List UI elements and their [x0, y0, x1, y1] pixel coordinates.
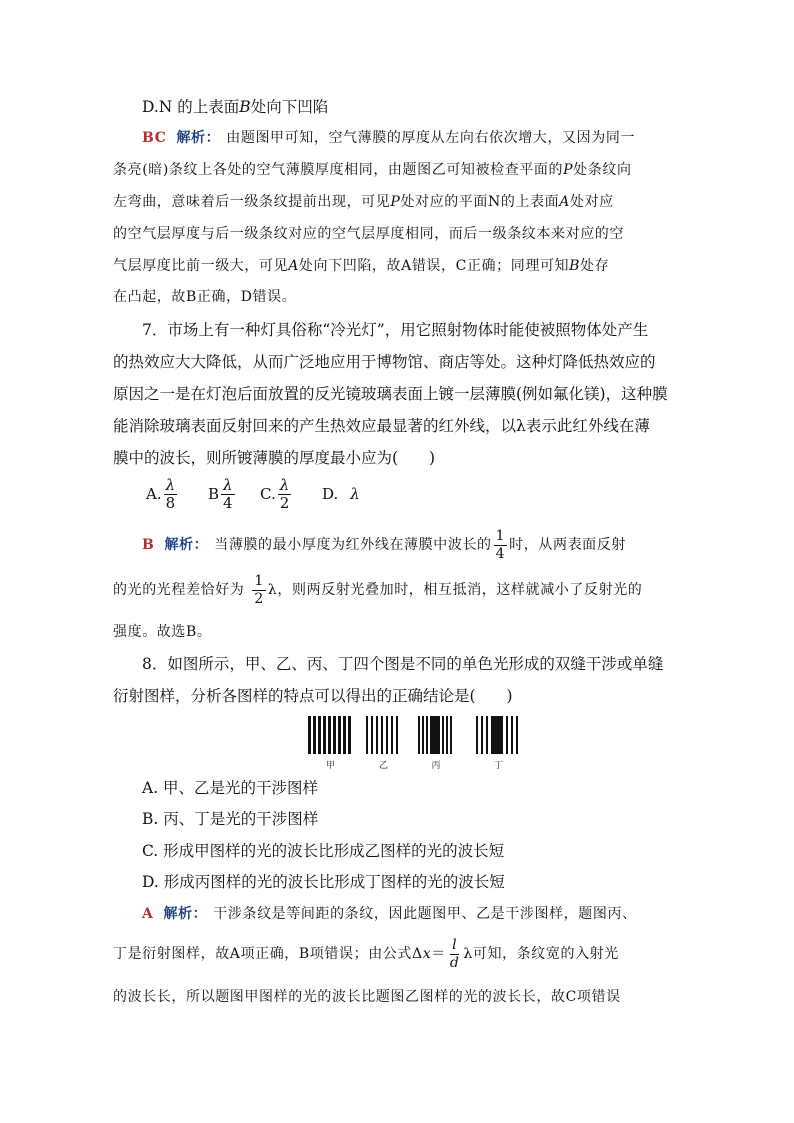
sol6-answer: BC [142, 130, 167, 146]
denominator: 4 [495, 545, 506, 562]
sol7-line-1 [142, 527, 710, 562]
sol6-text-3b: 处对应的平面N的上表面 [400, 194, 560, 210]
q7-option-d-value: λ [350, 485, 360, 503]
q7-option-a-label: A. [146, 485, 162, 503]
fringe-label: 丁 [493, 761, 504, 771]
fringe-stripe [418, 716, 420, 754]
sol7-text-2a: 的光的光程差恰好为 [113, 582, 245, 598]
sol6-text-6: 在凸起，故B正确，D错误。 [113, 289, 297, 305]
q7-line-2 [113, 352, 681, 372]
sol6-text-2a: 条亮(暗)条纹上各处的空气薄膜厚度相同，由题图乙可知被检查平面的 [113, 162, 564, 178]
sol6-text-2b: 处条纹向 [573, 162, 632, 178]
sol8-text-2x: x [422, 946, 432, 962]
sol8-text-3: 的波长长，所以题图甲图样的光的波长比题图乙图样的光的波长长，故C项错误 [113, 989, 621, 1005]
sol7-label: 解析： [164, 537, 209, 553]
fringe-pattern-3 [418, 716, 452, 771]
numerator: λ [279, 475, 290, 494]
q7-text-5: 膜中的波长，则所镀薄膜的厚度最小应为( ) [113, 449, 436, 467]
fringe-patterns-svg [296, 713, 536, 771]
sol6-text-5a: 气层厚度比前一级大，可见 [113, 258, 289, 274]
fringe-pattern-4 [476, 716, 518, 771]
option-d-b: B [239, 98, 251, 116]
sol6-line-3 [113, 192, 681, 212]
fringe-stripe [486, 716, 488, 754]
q7-text-1: 7．市场上有一种灯具俗称“冷光灯”，用它照射物体时能使被照物体处产生 [142, 321, 649, 339]
sol6-text-5B: B [569, 258, 581, 274]
fringe-stripe [313, 716, 316, 754]
q7-line-1 [142, 320, 710, 340]
denominator: d [449, 954, 460, 971]
q7-option-c [260, 472, 293, 516]
q8-line-1 [142, 654, 710, 674]
fringe-stripe [446, 716, 448, 754]
sol7-line-3 [113, 622, 681, 642]
fringe-stripe [426, 716, 428, 754]
fringe-stripe [343, 716, 346, 754]
sol6-text-2p: P [563, 162, 574, 178]
option-d-text: D.N 的上表面 [142, 98, 240, 116]
q8-option-c-text: C. 形成甲图样的光的波长比形成乙图样的光的波长短 [142, 842, 505, 860]
q6-option-d [142, 97, 710, 117]
sol7-text-3: 强度。故选B。 [113, 624, 212, 640]
sol6-line-6 [113, 287, 681, 307]
q7-option-b-label: B [208, 485, 220, 503]
fringe-stripe [396, 716, 398, 754]
option-d-rest: 处向下凹陷 [250, 98, 329, 116]
fringe-label: 甲 [325, 761, 336, 771]
q7-line-3 [113, 384, 681, 404]
fringe-stripe [516, 716, 518, 754]
q8-option-d [142, 872, 710, 892]
sol8-line-2 [113, 936, 681, 972]
sol6-line-2 [113, 160, 681, 180]
fringe-patterns-figure [296, 713, 536, 771]
denominator: 8 [165, 493, 176, 512]
sol8-text-2eq: ＝ [431, 946, 446, 962]
fringe-stripe [450, 716, 452, 754]
fraction [448, 937, 462, 972]
numerator: λ [223, 475, 233, 494]
q7-option-b [208, 472, 237, 516]
sol8-line-1 [142, 904, 710, 924]
numerator: 1 [254, 572, 264, 589]
sol6-text-5A: A [288, 258, 299, 274]
denominator: 2 [279, 493, 290, 512]
fringe-stripe [323, 716, 326, 754]
fringe-pattern-1 [308, 716, 351, 771]
fringe-stripe [391, 716, 393, 754]
fringe-stripe [366, 716, 368, 754]
fringe-label: 乙 [378, 761, 389, 771]
q8-option-a [142, 778, 710, 798]
q7-option-c-label: C. [260, 485, 276, 503]
sol6-label: 解析： [176, 130, 221, 146]
fringe-stripe [348, 716, 351, 754]
fringe-stripe [506, 716, 508, 754]
sol6-text-5c: 处存 [580, 258, 610, 274]
q8-text-1: 8．如图所示，甲、乙、丙、丁四个图是不同的单色光形成的双缝干涉或单缝 [142, 655, 664, 673]
fraction [252, 573, 266, 608]
sol6-text-3p: P [390, 194, 401, 210]
sol7-text-2b: λ，则两反射光叠加时，相互抵消，这样就减小了反射光的 [267, 582, 643, 598]
q7-option-d [322, 472, 360, 516]
q7-option-a [146, 472, 179, 516]
fringe-stripe [328, 716, 331, 754]
sol6-text-4: 的空气层厚度与后一级条纹对应的空气层厚度相同，而后一级条纹本来对应的空 [113, 226, 624, 242]
q7-line-5 [113, 448, 681, 468]
fringe-stripe [333, 716, 336, 754]
fringe-stripe [338, 716, 341, 754]
sol8-answer: A [142, 906, 154, 922]
fringe-label: 丙 [431, 761, 441, 771]
sol6-text-3c: 处对应 [570, 194, 614, 210]
fraction [278, 477, 292, 512]
sol8-label: 解析： [163, 906, 208, 922]
numerator: l [452, 936, 458, 953]
q8-option-a-text: A. 甲、乙是光的干涉图样 [142, 779, 319, 797]
q7-text-2: 的热效应大大降低，从而广泛地应用于博物馆、商店等处。这种灯降低热效应的 [113, 353, 656, 371]
fringe-stripe [442, 716, 444, 754]
denominator: 4 [223, 493, 233, 512]
sol6-text-5b: 处向下凹陷，故A错误，C正确；同理可知 [298, 258, 570, 274]
fringe-stripe [430, 716, 440, 754]
denominator: 2 [254, 590, 264, 607]
fringe-stripe [318, 716, 321, 754]
fringe-stripe [308, 716, 311, 754]
sol6-line-4 [113, 224, 681, 244]
fringe-pattern-2 [366, 716, 398, 771]
fringe-stripe [386, 716, 388, 754]
fringe-stripe [381, 716, 383, 754]
sol8-line-3 [113, 987, 681, 1007]
numerator: λ [165, 475, 176, 494]
fringe-stripe [491, 716, 503, 754]
sol6-line-1 [142, 128, 710, 148]
q7-text-3: 原因之一是在灯泡后面放置的反光镜玻璃表面上镀一层薄膜(例如氟化镁)，这种膜 [113, 385, 668, 403]
q8-line-2 [113, 686, 681, 706]
sol8-text-1: 干涉条纹是等间距的条纹，因此题图甲、乙是干涉图样，题图丙、 [213, 906, 637, 922]
sol7-line-2 [113, 572, 681, 608]
sol6-text-1: 由题图甲可知，空气薄膜的厚度从左向右依次增大，又因为同一 [226, 130, 636, 146]
fringe-stripe [376, 716, 378, 754]
fringe-stripe [511, 716, 513, 754]
fringe-stripe [481, 716, 483, 754]
fraction [494, 528, 508, 563]
sol8-text-2b: λ可知，条纹宽的入射光 [463, 946, 619, 962]
sol6-text-3a: 左弯曲，意味着后一级条纹提前出现，可见 [113, 194, 391, 210]
fraction [221, 477, 235, 512]
q8-option-b-text: B. 丙、丁是光的干涉图样 [142, 810, 319, 828]
sol6-line-5 [113, 256, 681, 276]
sol7-answer: B [142, 537, 155, 553]
numerator: 1 [495, 527, 506, 544]
q7-option-d-label: D. [322, 485, 339, 503]
fraction [164, 477, 178, 512]
fringe-stripe [422, 716, 424, 754]
q7-line-4 [113, 416, 681, 436]
q8-option-b [142, 809, 710, 829]
sol7-text-1b: 时，从两表面反射 [509, 537, 626, 553]
q7-text-4: 能消除玻璃表面反射回来的产生热效应最显著的红外线，以λ表示此红外线在薄 [113, 417, 650, 435]
sol8-text-2a: 丁是衍射图样，故A项正确，B项错误；由公式Δ [113, 946, 423, 962]
q8-text-2: 衍射图样，分析各图样的特点可以得出的正确结论是( ) [113, 687, 513, 705]
fringe-stripe [371, 716, 373, 754]
sol7-text-1a: 当薄膜的最小厚度为红外线在薄膜中波长的 [214, 537, 492, 553]
q8-option-c [142, 841, 710, 861]
fringe-stripe [476, 716, 478, 754]
sol6-text-3A: A [559, 194, 571, 210]
q8-option-d-text: D. 形成丙图样的光的波长比形成丁图样的光的波长短 [142, 873, 505, 891]
